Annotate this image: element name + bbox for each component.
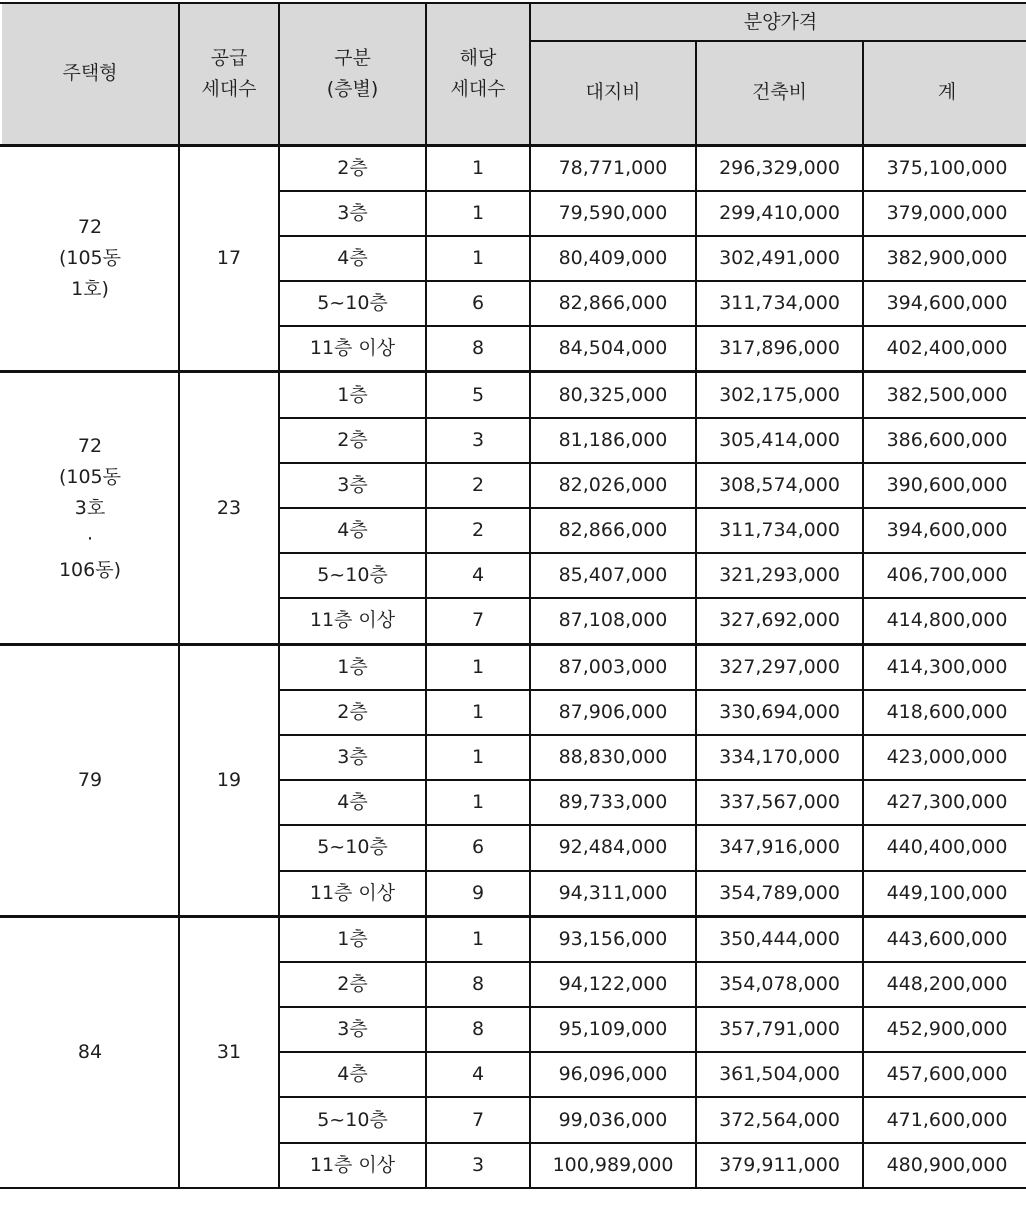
land-cost-cell: 87,906,000 xyxy=(530,690,696,735)
table-row xyxy=(1,916,1026,962)
housing-type-cell: 84 xyxy=(1,916,179,1188)
sale-price-table xyxy=(0,2,1026,1189)
total-price-cell: 448,200,000 xyxy=(863,962,1026,1007)
header-applicable-units: 해당 세대수 xyxy=(426,3,530,145)
land-cost-cell: 93,156,000 xyxy=(530,916,696,962)
building-cost-cell: 334,170,000 xyxy=(696,735,863,780)
building-cost-cell: 372,564,000 xyxy=(696,1097,863,1142)
floor-cell: 11층 이상 xyxy=(279,1143,426,1188)
land-cost-cell: 84,504,000 xyxy=(530,326,696,372)
units-cell: 7 xyxy=(426,598,530,644)
building-cost-cell: 350,444,000 xyxy=(696,916,863,962)
total-price-cell: 418,600,000 xyxy=(863,690,1026,735)
floor-cell: 11층 이상 xyxy=(279,871,426,917)
land-cost-cell: 99,036,000 xyxy=(530,1097,696,1142)
total-price-cell: 386,600,000 xyxy=(863,418,1026,463)
floor-cell: 3층 xyxy=(279,191,426,236)
building-cost-cell: 305,414,000 xyxy=(696,418,863,463)
building-cost-cell: 327,692,000 xyxy=(696,598,863,644)
building-cost-cell: 357,791,000 xyxy=(696,1007,863,1052)
land-cost-cell: 82,026,000 xyxy=(530,463,696,508)
floor-cell: 11층 이상 xyxy=(279,598,426,644)
total-price-cell: 449,100,000 xyxy=(863,871,1026,917)
table-row xyxy=(1,644,1026,690)
total-price-cell: 375,100,000 xyxy=(863,145,1026,191)
units-cell: 9 xyxy=(426,871,530,917)
building-cost-cell: 361,504,000 xyxy=(696,1052,863,1097)
building-cost-cell: 317,896,000 xyxy=(696,326,863,372)
table-header xyxy=(1,3,1026,145)
units-cell: 3 xyxy=(426,1143,530,1188)
floor-cell: 4층 xyxy=(279,780,426,825)
header-building-cost: 건축비 xyxy=(696,41,863,145)
land-cost-cell: 92,484,000 xyxy=(530,825,696,870)
land-cost-cell: 89,733,000 xyxy=(530,780,696,825)
land-cost-cell: 94,311,000 xyxy=(530,871,696,917)
floor-cell: 5~10층 xyxy=(279,1097,426,1142)
building-cost-cell: 302,491,000 xyxy=(696,236,863,281)
building-cost-cell: 327,297,000 xyxy=(696,644,863,690)
building-cost-cell: 330,694,000 xyxy=(696,690,863,735)
total-price-cell: 414,800,000 xyxy=(863,598,1026,644)
floor-cell: 3층 xyxy=(279,1007,426,1052)
units-cell: 6 xyxy=(426,825,530,870)
total-price-cell: 382,900,000 xyxy=(863,236,1026,281)
total-price-cell: 427,300,000 xyxy=(863,780,1026,825)
floor-cell: 11층 이상 xyxy=(279,326,426,372)
building-cost-cell: 379,911,000 xyxy=(696,1143,863,1188)
land-cost-cell: 88,830,000 xyxy=(530,735,696,780)
units-cell: 3 xyxy=(426,418,530,463)
floor-cell: 2층 xyxy=(279,418,426,463)
floor-cell: 5~10층 xyxy=(279,553,426,598)
land-cost-cell: 100,989,000 xyxy=(530,1143,696,1188)
header-land-cost: 대지비 xyxy=(530,41,696,145)
total-price-cell: 402,400,000 xyxy=(863,326,1026,372)
total-price-cell: 414,300,000 xyxy=(863,644,1026,690)
units-cell: 8 xyxy=(426,326,530,372)
building-cost-cell: 302,175,000 xyxy=(696,372,863,418)
housing-type-cell: 72 (105동 1호) xyxy=(1,145,179,372)
units-cell: 2 xyxy=(426,463,530,508)
land-cost-cell: 81,186,000 xyxy=(530,418,696,463)
total-price-cell: 457,600,000 xyxy=(863,1052,1026,1097)
units-cell: 1 xyxy=(426,191,530,236)
building-cost-cell: 337,567,000 xyxy=(696,780,863,825)
header-type: 주택형 xyxy=(1,3,179,145)
units-cell: 6 xyxy=(426,281,530,326)
building-cost-cell: 311,734,000 xyxy=(696,281,863,326)
land-cost-cell: 80,409,000 xyxy=(530,236,696,281)
total-price-cell: 480,900,000 xyxy=(863,1143,1026,1188)
units-cell: 4 xyxy=(426,1052,530,1097)
header-sale-price: 분양가격 xyxy=(530,3,1026,41)
floor-cell: 3층 xyxy=(279,463,426,508)
housing-type-cell: 72 (105동 3호 · 106동) xyxy=(1,372,179,644)
total-price-cell: 394,600,000 xyxy=(863,508,1026,553)
floor-cell: 5~10층 xyxy=(279,825,426,870)
total-price-cell: 390,600,000 xyxy=(863,463,1026,508)
building-cost-cell: 347,916,000 xyxy=(696,825,863,870)
units-cell: 1 xyxy=(426,916,530,962)
land-cost-cell: 82,866,000 xyxy=(530,508,696,553)
total-price-cell: 406,700,000 xyxy=(863,553,1026,598)
floor-cell: 4층 xyxy=(279,508,426,553)
total-price-cell: 379,000,000 xyxy=(863,191,1026,236)
land-cost-cell: 95,109,000 xyxy=(530,1007,696,1052)
land-cost-cell: 78,771,000 xyxy=(530,145,696,191)
floor-cell: 1층 xyxy=(279,644,426,690)
units-cell: 1 xyxy=(426,735,530,780)
floor-cell: 5~10층 xyxy=(279,281,426,326)
units-cell: 1 xyxy=(426,145,530,191)
building-cost-cell: 308,574,000 xyxy=(696,463,863,508)
land-cost-cell: 96,096,000 xyxy=(530,1052,696,1097)
total-price-cell: 471,600,000 xyxy=(863,1097,1026,1142)
total-price-cell: 423,000,000 xyxy=(863,735,1026,780)
building-cost-cell: 311,734,000 xyxy=(696,508,863,553)
land-cost-cell: 94,122,000 xyxy=(530,962,696,1007)
total-price-cell: 382,500,000 xyxy=(863,372,1026,418)
table-body xyxy=(1,145,1026,1188)
floor-cell: 2층 xyxy=(279,962,426,1007)
building-cost-cell: 321,293,000 xyxy=(696,553,863,598)
units-cell: 4 xyxy=(426,553,530,598)
units-cell: 8 xyxy=(426,962,530,1007)
building-cost-cell: 296,329,000 xyxy=(696,145,863,191)
units-cell: 1 xyxy=(426,236,530,281)
building-cost-cell: 354,078,000 xyxy=(696,962,863,1007)
supply-units-cell: 31 xyxy=(179,916,279,1188)
floor-cell: 3층 xyxy=(279,735,426,780)
land-cost-cell: 87,003,000 xyxy=(530,644,696,690)
land-cost-cell: 85,407,000 xyxy=(530,553,696,598)
units-cell: 7 xyxy=(426,1097,530,1142)
header-total: 계 xyxy=(863,41,1026,145)
floor-cell: 1층 xyxy=(279,916,426,962)
floor-cell: 2층 xyxy=(279,145,426,191)
land-cost-cell: 87,108,000 xyxy=(530,598,696,644)
total-price-cell: 452,900,000 xyxy=(863,1007,1026,1052)
header-division: 구분 (층별) xyxy=(279,3,426,145)
floor-cell: 2층 xyxy=(279,690,426,735)
units-cell: 2 xyxy=(426,508,530,553)
floor-cell: 4층 xyxy=(279,236,426,281)
floor-cell: 4층 xyxy=(279,1052,426,1097)
land-cost-cell: 79,590,000 xyxy=(530,191,696,236)
total-price-cell: 443,600,000 xyxy=(863,916,1026,962)
units-cell: 1 xyxy=(426,690,530,735)
units-cell: 1 xyxy=(426,780,530,825)
header-supply-units: 공급 세대수 xyxy=(179,3,279,145)
floor-cell: 1층 xyxy=(279,372,426,418)
total-price-cell: 394,600,000 xyxy=(863,281,1026,326)
supply-units-cell: 17 xyxy=(179,145,279,372)
table-row xyxy=(1,372,1026,418)
supply-units-cell: 23 xyxy=(179,372,279,644)
units-cell: 1 xyxy=(426,644,530,690)
building-cost-cell: 299,410,000 xyxy=(696,191,863,236)
supply-units-cell: 19 xyxy=(179,644,279,916)
land-cost-cell: 82,866,000 xyxy=(530,281,696,326)
land-cost-cell: 80,325,000 xyxy=(530,372,696,418)
units-cell: 5 xyxy=(426,372,530,418)
units-cell: 8 xyxy=(426,1007,530,1052)
total-price-cell: 440,400,000 xyxy=(863,825,1026,870)
table-row xyxy=(1,145,1026,191)
housing-type-cell: 79 xyxy=(1,644,179,916)
building-cost-cell: 354,789,000 xyxy=(696,871,863,917)
